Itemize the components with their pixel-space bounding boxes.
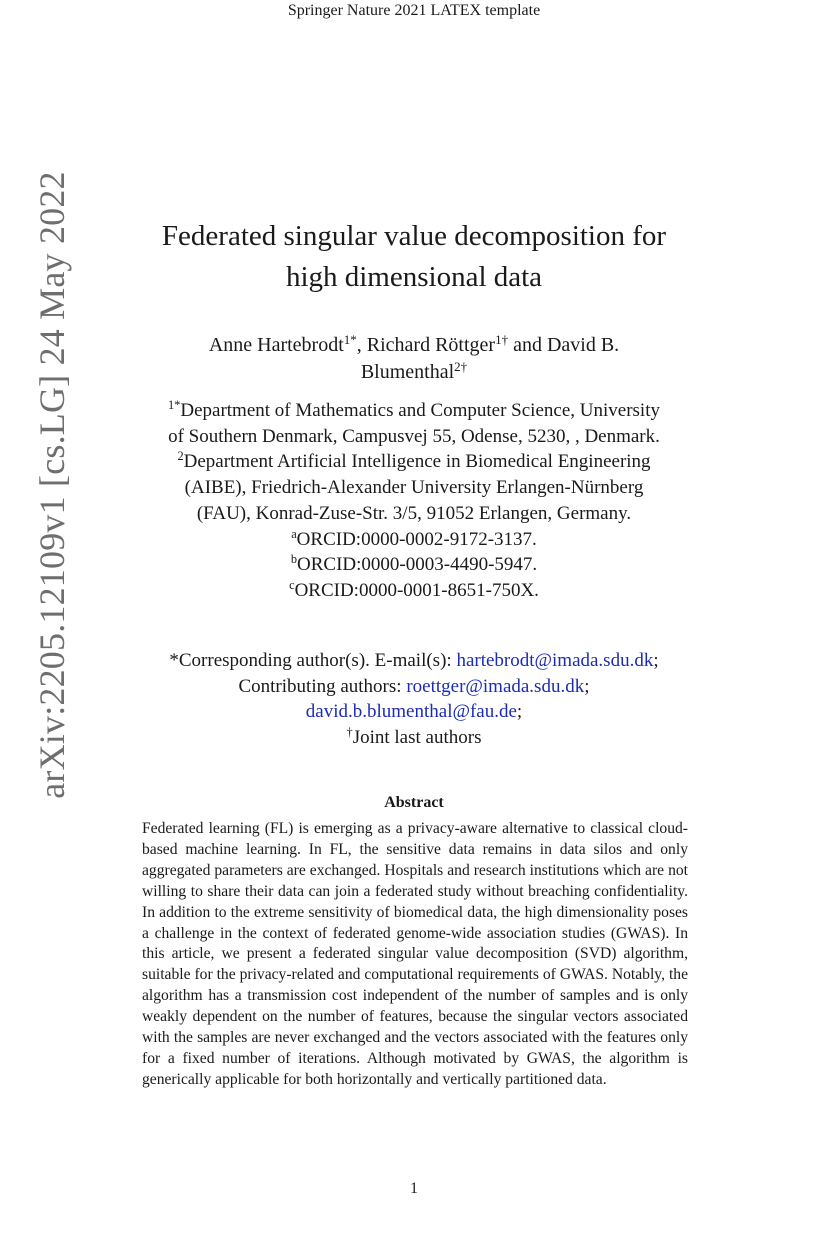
author-marker: 1* — [343, 331, 357, 347]
email-link-hartebrodt[interactable]: hartebrodt@imada.sdu.dk — [456, 650, 654, 671]
author-name: Richard Röttger — [366, 334, 496, 356]
authors-line-1: Anne Hartebrodt$^{1*}$, Richard Röttger$^{1\dagger}$ and David B. — [208, 331, 620, 356]
title-line-1: Federated singular value decomposition for — [161, 220, 667, 252]
affiliation-line: of Southern Denmark, Campusvej 55, Odense, 5230, , Denmark. — [168, 425, 660, 447]
arxiv-identifier: arXiv:2205.12109v1 [cs.LG] 24 May 2022 — [32, 171, 72, 799]
orcid-marker: c — [289, 578, 295, 593]
dagger-marker: † — [346, 724, 353, 739]
orcid-marker: a — [291, 526, 297, 541]
joint-authors-note: †Joint last authors — [346, 724, 482, 748]
corresponding-line: *Corresponding author(s). E-mail(s): hartebrodt@imada.sdu.dk; — [169, 650, 659, 671]
orcid-line: $^c$ORCID:0000-0001-8651-750X. — [289, 578, 539, 601]
affiliation-line: $^{1*}$Department of Mathematics and Computer Science, University — [168, 398, 660, 421]
running-head: Springer Nature 2021 LATEX template — [287, 2, 541, 19]
author-name: Blumenthal — [360, 361, 455, 383]
affiliation-line: (AIBE), Friedrich-Alexander University Erlangen-Nürnberg — [184, 477, 644, 499]
orcid-line: $^a$ORCID:0000-0002-9172-3137. — [291, 526, 537, 550]
page-number: 1 — [410, 1180, 418, 1197]
author-connector: and — [513, 334, 542, 356]
author-marker: 2† — [454, 358, 468, 374]
affiliation-marker: 2 — [177, 449, 184, 464]
affiliations — [0, 398, 828, 604]
author-marker: 1† — [495, 331, 509, 347]
email-link-blumenthal[interactable]: david.b.blumenthal@fau.de — [305, 701, 517, 722]
author-name: Anne Hartebrodt — [208, 334, 344, 356]
contributing-label: Contributing authors: — [238, 675, 402, 697]
orcid-marker: b — [290, 552, 298, 567]
authors-line-2 — [0, 359, 828, 386]
contributing-line: Contributing authors: roettger@imada.sdu.dk; — [238, 675, 590, 697]
abstract-body: Federated learning (FL) is emerging as a privacy-aware alternative to classical cloud-based machine learning. In FL, the sensitive data remains in data silos and only aggregated parameters are exchanged. Hospitals and research institutions which are not willing to share their data can join a federated study without breaching confidentiality. In addition to the extreme sensitivity of biomedical data, the high dimensionality poses a challenge in the context of federated genome-wide association studies (GWAS). In this article, we present a federated singular value decomposition (SVD) algorithm, suitable for the privacy-related and computational requirements of GWAS. Notably, the algorithm has a transmission cost independent of the number of samples and is only weakly dependent on the number of features, because the singular vectors associated with the samples are never exchanged and the vectors associated with the features only for a fixed number of iterations. Although motivated by GWAS, the algorithm is generically applicable for both horizontally and vertically partitioned data. — [142, 820, 688, 1088]
title-line-2: high dimensional data — [285, 261, 543, 293]
abstract-heading: Abstract — [384, 794, 444, 811]
contact-block — [0, 648, 828, 750]
author-list — [0, 332, 828, 386]
affiliation-line: $^2$Department Artificial Intelligence in Biomedical Engineering — [177, 449, 651, 473]
author-name: David B. — [546, 334, 620, 356]
email-link-roettger[interactable]: roettger@imada.sdu.dk — [406, 675, 585, 697]
affiliation-line: (FAU), Konrad-Zuse-Str. 3/5, 91052 Erlangen, Germany. — [196, 502, 632, 524]
orcid-line: $^b$ORCID:0000-0003-4490-5947. — [290, 552, 538, 576]
affiliation-marker: 1* — [168, 398, 181, 413]
paper-title — [0, 216, 828, 298]
contributing-line-2: david.b.blumenthal@fau.de; — [305, 701, 523, 722]
corresponding-label: *Corresponding author(s). E-mail(s): — [169, 650, 452, 671]
